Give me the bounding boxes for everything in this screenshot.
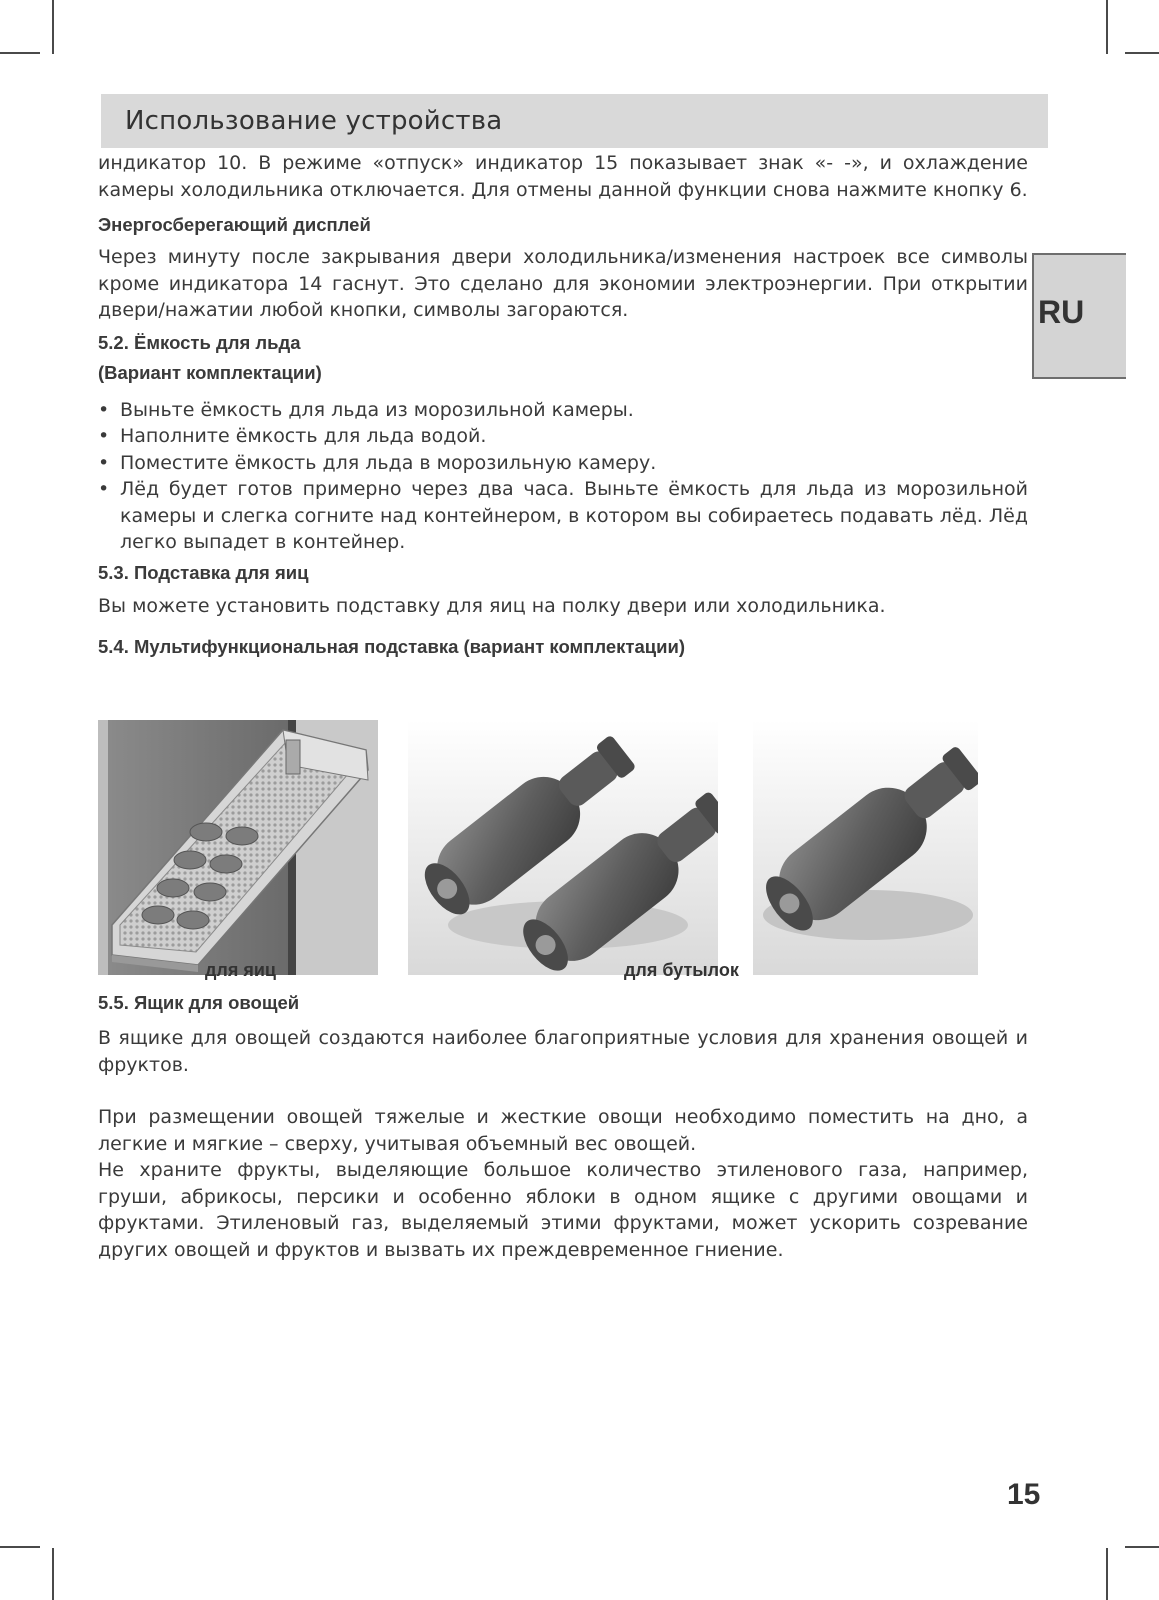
eggs-heading: 5.3. Подставка для яиц — [98, 561, 309, 583]
list-item: • Лёд будет готов примерно через два часа. Выньте ёмкость для льда из морозильной камеры и слегка согните над контейнером, в котором вы собираетесь подавать лёд. Лёд легко выпадет в контейнер. — [98, 476, 1028, 556]
crop-mark — [0, 52, 40, 54]
section-title: Использование устройства — [125, 106, 503, 136]
ice-subheading: (Вариант комплектации) — [98, 361, 322, 383]
single-bottle-illustration — [753, 720, 978, 975]
ice-heading: 5.2. Ёмкость для льда — [98, 331, 301, 353]
veg-paragraph-3: Не храните фрукты, выделяющие большое количество этиленового газа, например, груши, абрикосы, персики и особенно яблоки в одном ящике с другими овощами и фруктами. Этиленовый газ, выделяемый этими фруктами, может ускорить созревание других овощей и фруктов и вызвать их преждевременное гниение. — [98, 1159, 1028, 1261]
language-label: RU — [1038, 294, 1085, 330]
egg-stand-illustration — [98, 720, 378, 975]
crop-mark — [52, 1548, 54, 1600]
list-item: • Поместите ёмкость для льда в морозильную камеру. — [98, 450, 1028, 477]
intro-paragraph: индикатор 10. В режиме «отпуск» индикатор 15 показывает знак «- -», и охлаждение камеры холодильника отключается. Для отмены данной функции снова нажмите кнопку 6. — [98, 152, 1028, 201]
energy-heading: Энергосберегающий дисплей — [98, 214, 371, 235]
section-header — [101, 94, 1048, 148]
two-bottles-illustration — [408, 720, 718, 975]
veg-paragraph-1: В ящике для овощей создаются наиболее благоприятные условия для хранения овощей и фруктов. — [98, 1027, 1028, 1076]
crop-mark — [1125, 52, 1159, 54]
energy-paragraph: Через минуту после закрывания двери холодильника/изменения настроек все символы кроме индикатора 14 гаснут. Это сделано для экономии электроэнергии. При открытии двери/нажатии любой кнопки, символы загораются. — [98, 246, 1028, 321]
list-item: • Выньте ёмкость для льда из морозильной камеры. — [98, 397, 1028, 424]
caption-eggs: для яиц — [205, 960, 276, 980]
page-content — [98, 150, 1028, 660]
veg-heading: 5.5. Ящик для овощей — [98, 992, 300, 1013]
list-item: • Наполните ёмкость для льда водой. — [98, 423, 1028, 450]
crop-mark — [52, 0, 54, 54]
crop-mark — [1106, 0, 1108, 54]
crop-mark — [1125, 1546, 1159, 1548]
eggs-paragraph: Вы можете установить подставку для яиц на полку двери или холодильника. — [98, 594, 886, 617]
crop-mark — [0, 1546, 40, 1548]
multifunction-stand-figures — [98, 720, 998, 975]
crop-mark — [1106, 1548, 1108, 1600]
caption-bottles: для бутылок — [624, 960, 739, 980]
veg-section — [98, 990, 1028, 1263]
page-number: 15 — [1007, 1478, 1041, 1511]
ice-steps-list — [98, 397, 1028, 556]
multi-heading: 5.4. Мультифункциональная подставка (вариант комплектации) — [98, 636, 686, 657]
veg-paragraph-2: При размещении овощей тяжелые и жесткие овощи необходимо поместить на дно, а легкие и мягкие – сверху, учитывая объемный вес овощей. — [98, 1106, 1028, 1155]
